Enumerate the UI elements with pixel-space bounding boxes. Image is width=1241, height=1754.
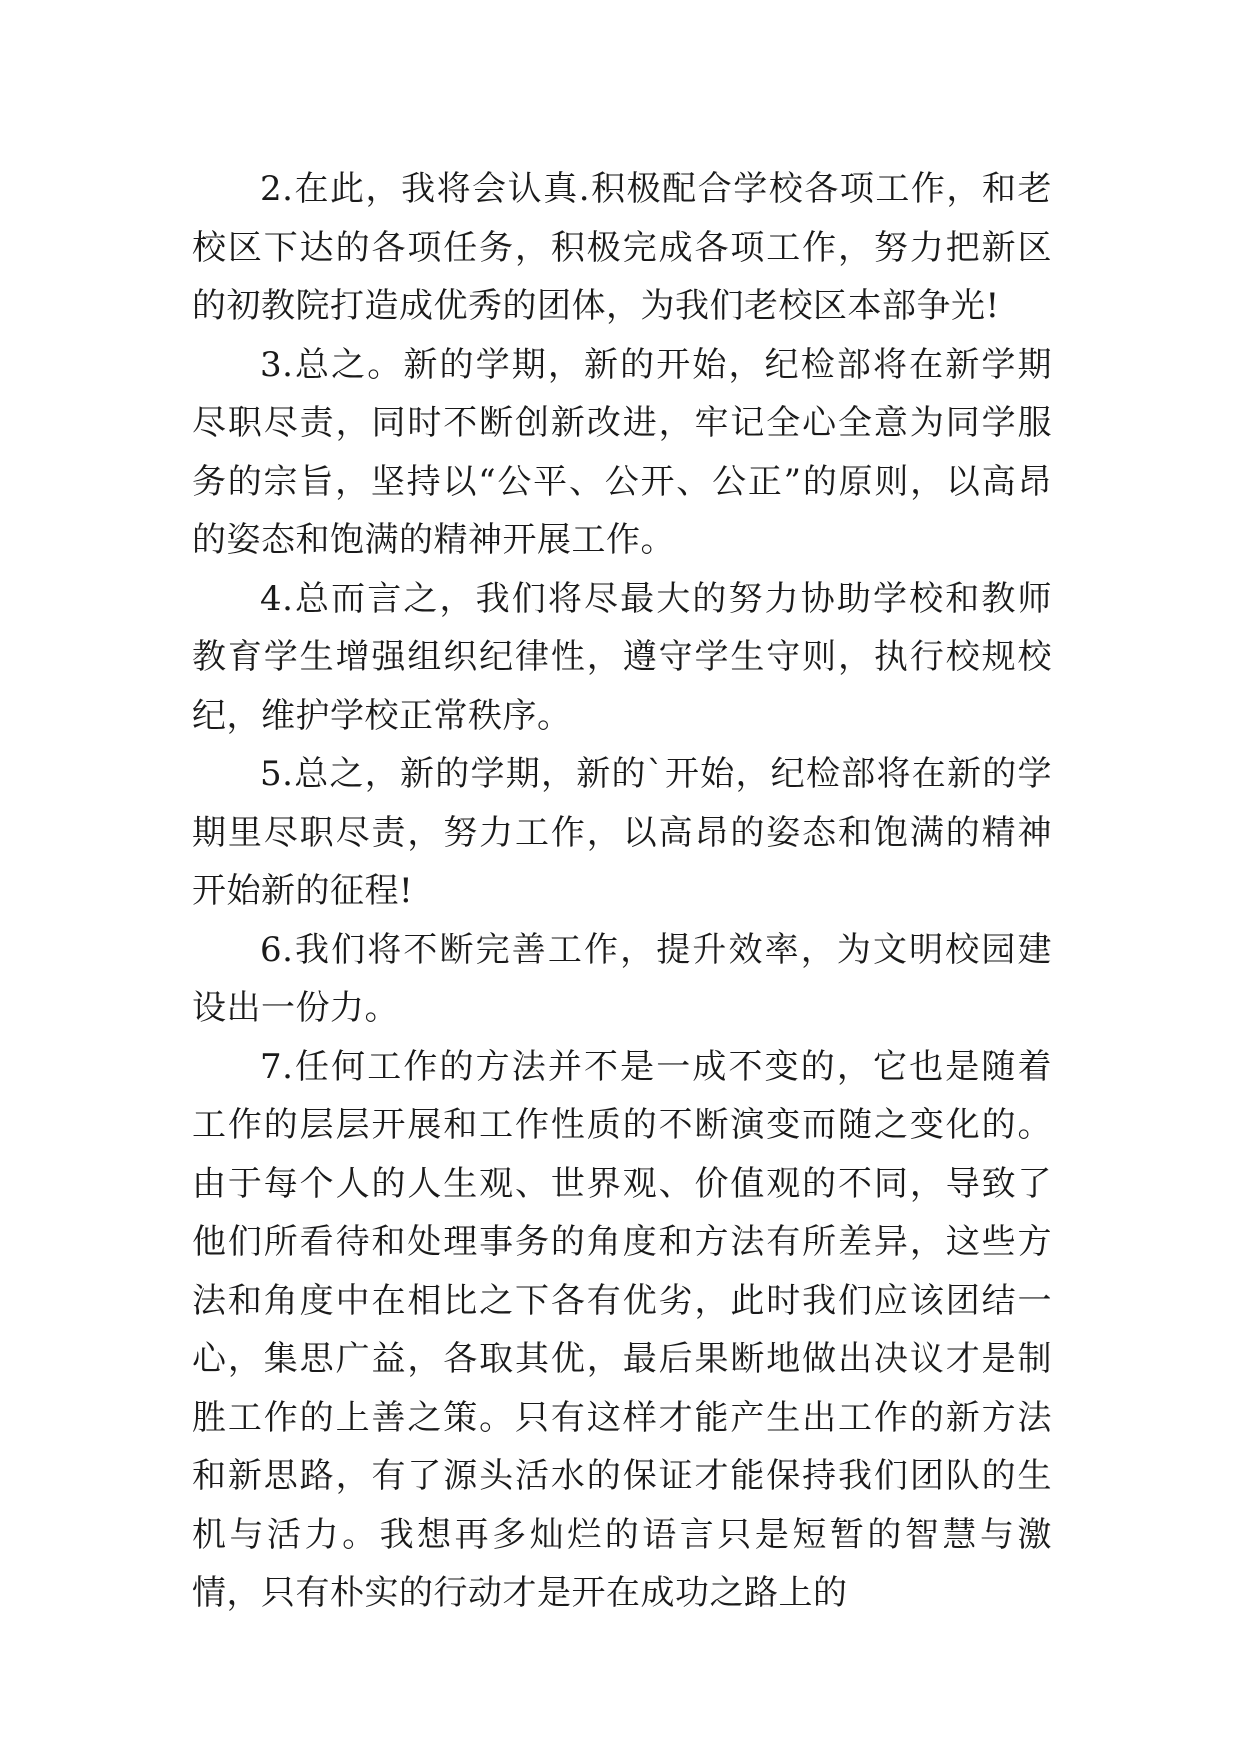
paragraph-5: 5.总之，新的学期，新的`开始，纪检部将在新的学期里尽职尽责，努力工作，以高昂的姿态和饱满的精神开始新的征程! bbox=[192, 754, 1052, 911]
paragraph-6: 6.我们将不断完善工作，提升效率，为文明校园建设出一份力。 bbox=[192, 929, 1052, 1028]
paragraph-7: 7.任何工作的方法并不是一成不变的，它也是随着工作的层层开展和工作性质的不断演变而随之变化的。由于每个人的人生观、世界观、价值观的不同，导致了他们所看待和处理事务的角度和方法有所差异，这些方法和角度中在相比之下各有优劣，此时我们应该团结一心，集思广益，各取其优，最后果断地做出决议才是制胜工作的上善之策。只有这样才能产生出工作的新方法和新思路，有了源头活水的保证才能保持我们团队的生机与活力。我想再多灿烂的语言只是短暂的智慧与激情，只有朴实的行动才是开在成功之路上的 bbox=[192, 1046, 1052, 1613]
document-body bbox=[192, 160, 1052, 1623]
paragraph-4: 4.总而言之，我们将尽最大的努力协助学校和教师教育学生增强组织纪律性，遵守学生守则，执行校规校纪，维护学校正常秩序。 bbox=[192, 578, 1052, 736]
paragraph-2: 2.在此，我将会认真.积极配合学校各项工作，和老校区下达的各项任务，积极完成各项工作，努力把新区的初教院打造成优秀的团体，为我们老校区本部争光! bbox=[192, 169, 1052, 326]
paragraph-3: 3.总之。新的学期，新的开始，纪检部将在新学期尽职尽责，同时不断创新改进，牢记全心全意为同学服务的宗旨，坚持以“公平、公开、公正”的原则，以高昂的姿态和饱满的精神开展工作。 bbox=[192, 344, 1052, 560]
